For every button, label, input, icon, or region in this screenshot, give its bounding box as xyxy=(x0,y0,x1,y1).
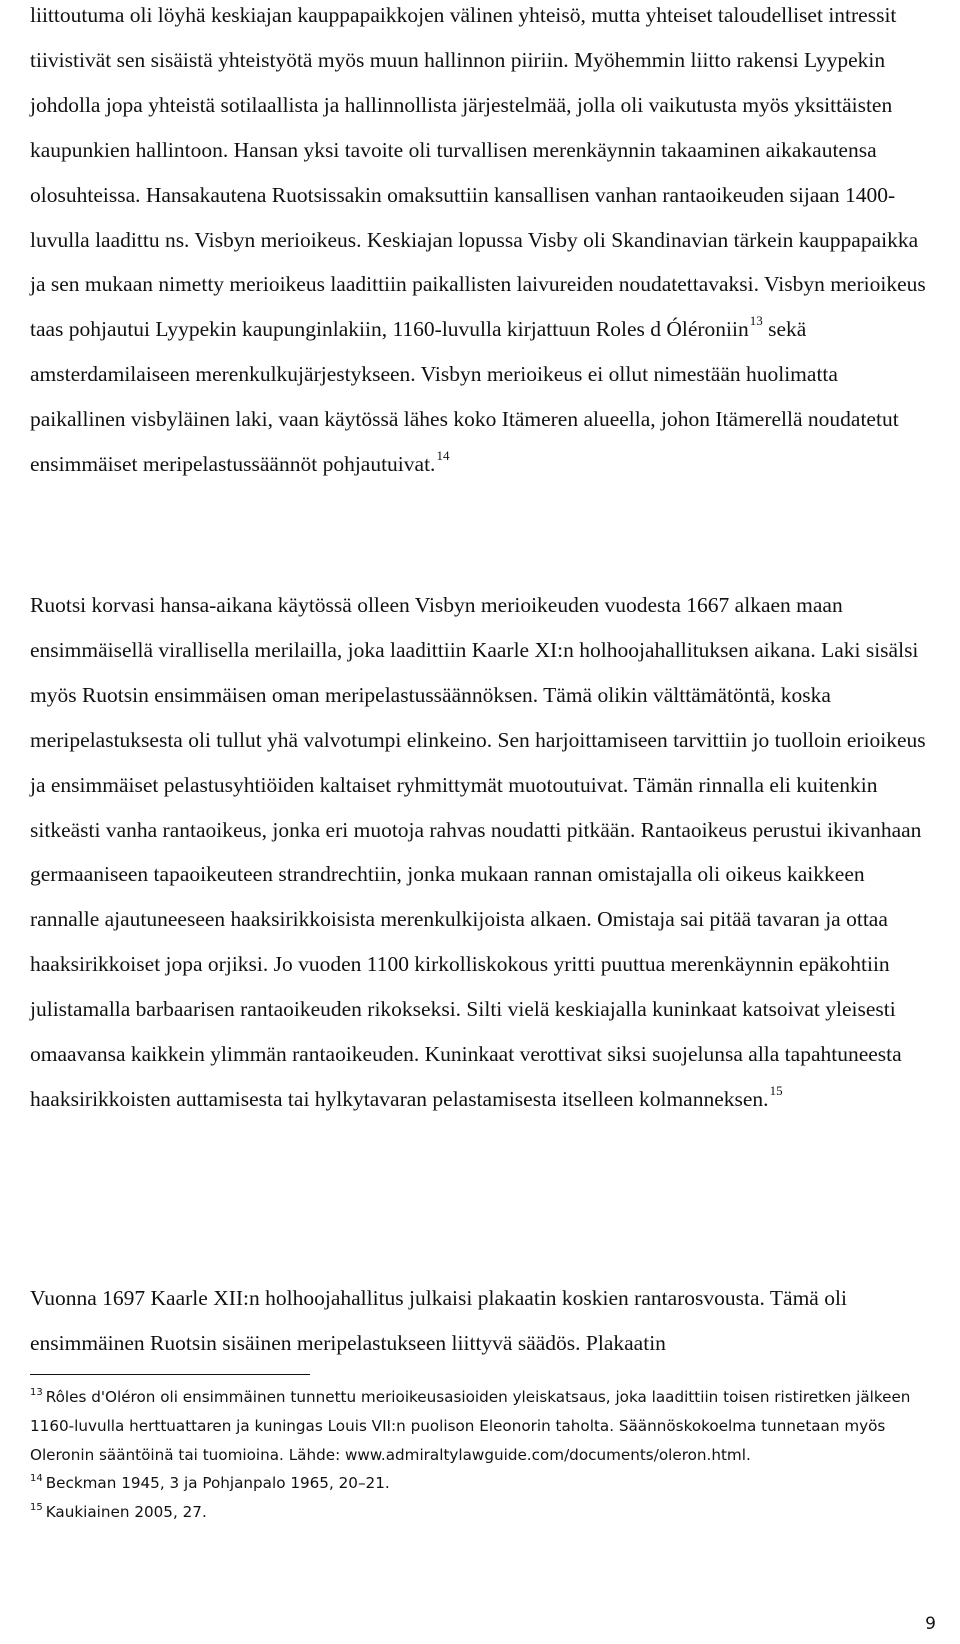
footnote xyxy=(30,1469,935,1498)
footnote-reference: 13 xyxy=(749,313,763,329)
page-number: 9 xyxy=(925,1614,936,1634)
paragraph xyxy=(30,1276,935,1366)
footnote-text: Beckman 1945, 3 ja Pohjanpalo 1965, 20–21. xyxy=(45,1474,390,1493)
footnote-text: Kaukiainen 2005, 27. xyxy=(45,1503,207,1522)
footnote-number: 15 xyxy=(30,1502,43,1514)
footnote-number: 13 xyxy=(30,1387,43,1398)
footnote-text: Rôles d'Oléron oli ensimmäinen tunnettu merioikeusasioiden yleiskatsaus, joka laadittiin toisen ristiretken jälkeen 1160-luvulla herttuattaren ja kuningas Louis VII:n puolison Eleonorin taholta. Säännöskokoelma tunnetaan myös Oleronin sääntöinä tai tuomioina. Lähde: www.admiraltylawguide.com/documents/oleron.html. xyxy=(30,1388,911,1464)
paragraph xyxy=(30,0,935,487)
footnote-number: 14 xyxy=(30,1473,43,1485)
paragraph-text: Vuonna 1697 Kaarle XII:n holhoojahallitus julkaisi plakaatin koskien rantarosvousta. Tämä oli ensimmäinen Ruotsin sisäinen meripelastukseen liittyvä säädös. Plakaatin xyxy=(30,1286,847,1355)
footnote-reference: 15 xyxy=(769,1082,783,1098)
footnote xyxy=(30,1498,935,1527)
paragraph-text: liittoutuma oli löyhä keskiajan kauppapaikkojen välinen yhteisö, mutta yhteiset taloudelliset intressit tiivistivät sen sisäistä yhteistyötä myös muun hallinnon piiriin. Myöhemmin liitto rakensi Lyypekin johdolla jopa yhteistä sotilaallista ja hallinnollista järjestelmää, jolla oli vaikutusta myös yksittäisten kaupunkien hallintoon. Hansan yksi tavoite oli turvallisen merenkäynnin takaaminen aikakautensa olosuhteissa. Hansakautena Ruotsissakin omaksuttiin kansallisen vanhan rantaoikeuden sijaan 1400-luvulla laadittu ns. Visbyn merioikeus. Keskiajan lopussa Visby oli Skandinavian tärkein kauppapaikka ja sen mukaan nimetty merioikeus laadittiin paikallisten laivureiden noudatettavaksi. Visbyn merioikeus taas pohjautui Lyypekin kaupunginlakiin, 1160-luvulla kirjattuun Roles d Óléroniin xyxy=(30,3,926,342)
paragraph xyxy=(30,583,935,1122)
paragraph-text: Ruotsi korvasi hansa-aikana käytössä olleen Visbyn merioikeuden vuodesta 1667 alkaen maan ensimmäisellä virallisella merilailla, joka laadittiin Kaarle XI:n holhoojahallituksen aikana. Laki sisälsi myös Ruotsin ensimmäisen oman meripelastussäännöksen. Tämä olikin välttämätöntä, koska meripelastuksesta oli tullut yhä valvotumpi elinkeino. Sen harjoittamiseen tarvittiin jo tuolloin erioikeus ja ensimmäiset pelastusyhtiöiden kaltaiset ryhmittymät muotoutuivat. Tämän rinnalla eli kuitenkin sitkeästi vanha rantaoikeus, jonka eri muotoja rahvas noudatti pitkään. Rantaoikeus perustui ikivanhaan germaaniseen tapaoikeuteen strandrechtiin, jonka mukaan rannan omistajalla oli oikeus kaikkeen rannalle ajautuneeseen haaksirikkoisista merenkulkijoista alkaen. Omistaja sai pitää tavaran ja ottaa haaksirikkoiset jopa orjiksi. Jo vuoden 1100 kirkolliskokous yritti puuttua merenkäynnin epäkohtiin julistamalla barbaarisen rantaoikeuden rikokseksi. Silti vielä keskiajalla kuninkaat katsoivat yleisesti omaavansa kaikkein ylimmän rantaoikeuden. Kuninkaat verottivat siksi suojelunsa alla tapahtuneesta haaksirikkoisten auttamisesta tai hylkytavaran pelastamisesta itselleen kolmanneksen. xyxy=(30,593,926,1111)
footnote-separator xyxy=(30,1374,310,1375)
footnotes xyxy=(30,1383,935,1527)
footnote-reference: 14 xyxy=(436,448,450,464)
footnote xyxy=(30,1383,935,1469)
paragraph-text: sekä amsterdamilaiseen merenkulkujärjestykseen. Visbyn merioikeus ei ollut nimestään huolimatta paikallinen visbyläinen laki, vaan käytössä lähes koko Itämeren alueella, johon Itämerellä noudatetut ensimmäiset meripelastussäännöt pohjautuivat. xyxy=(30,317,899,477)
